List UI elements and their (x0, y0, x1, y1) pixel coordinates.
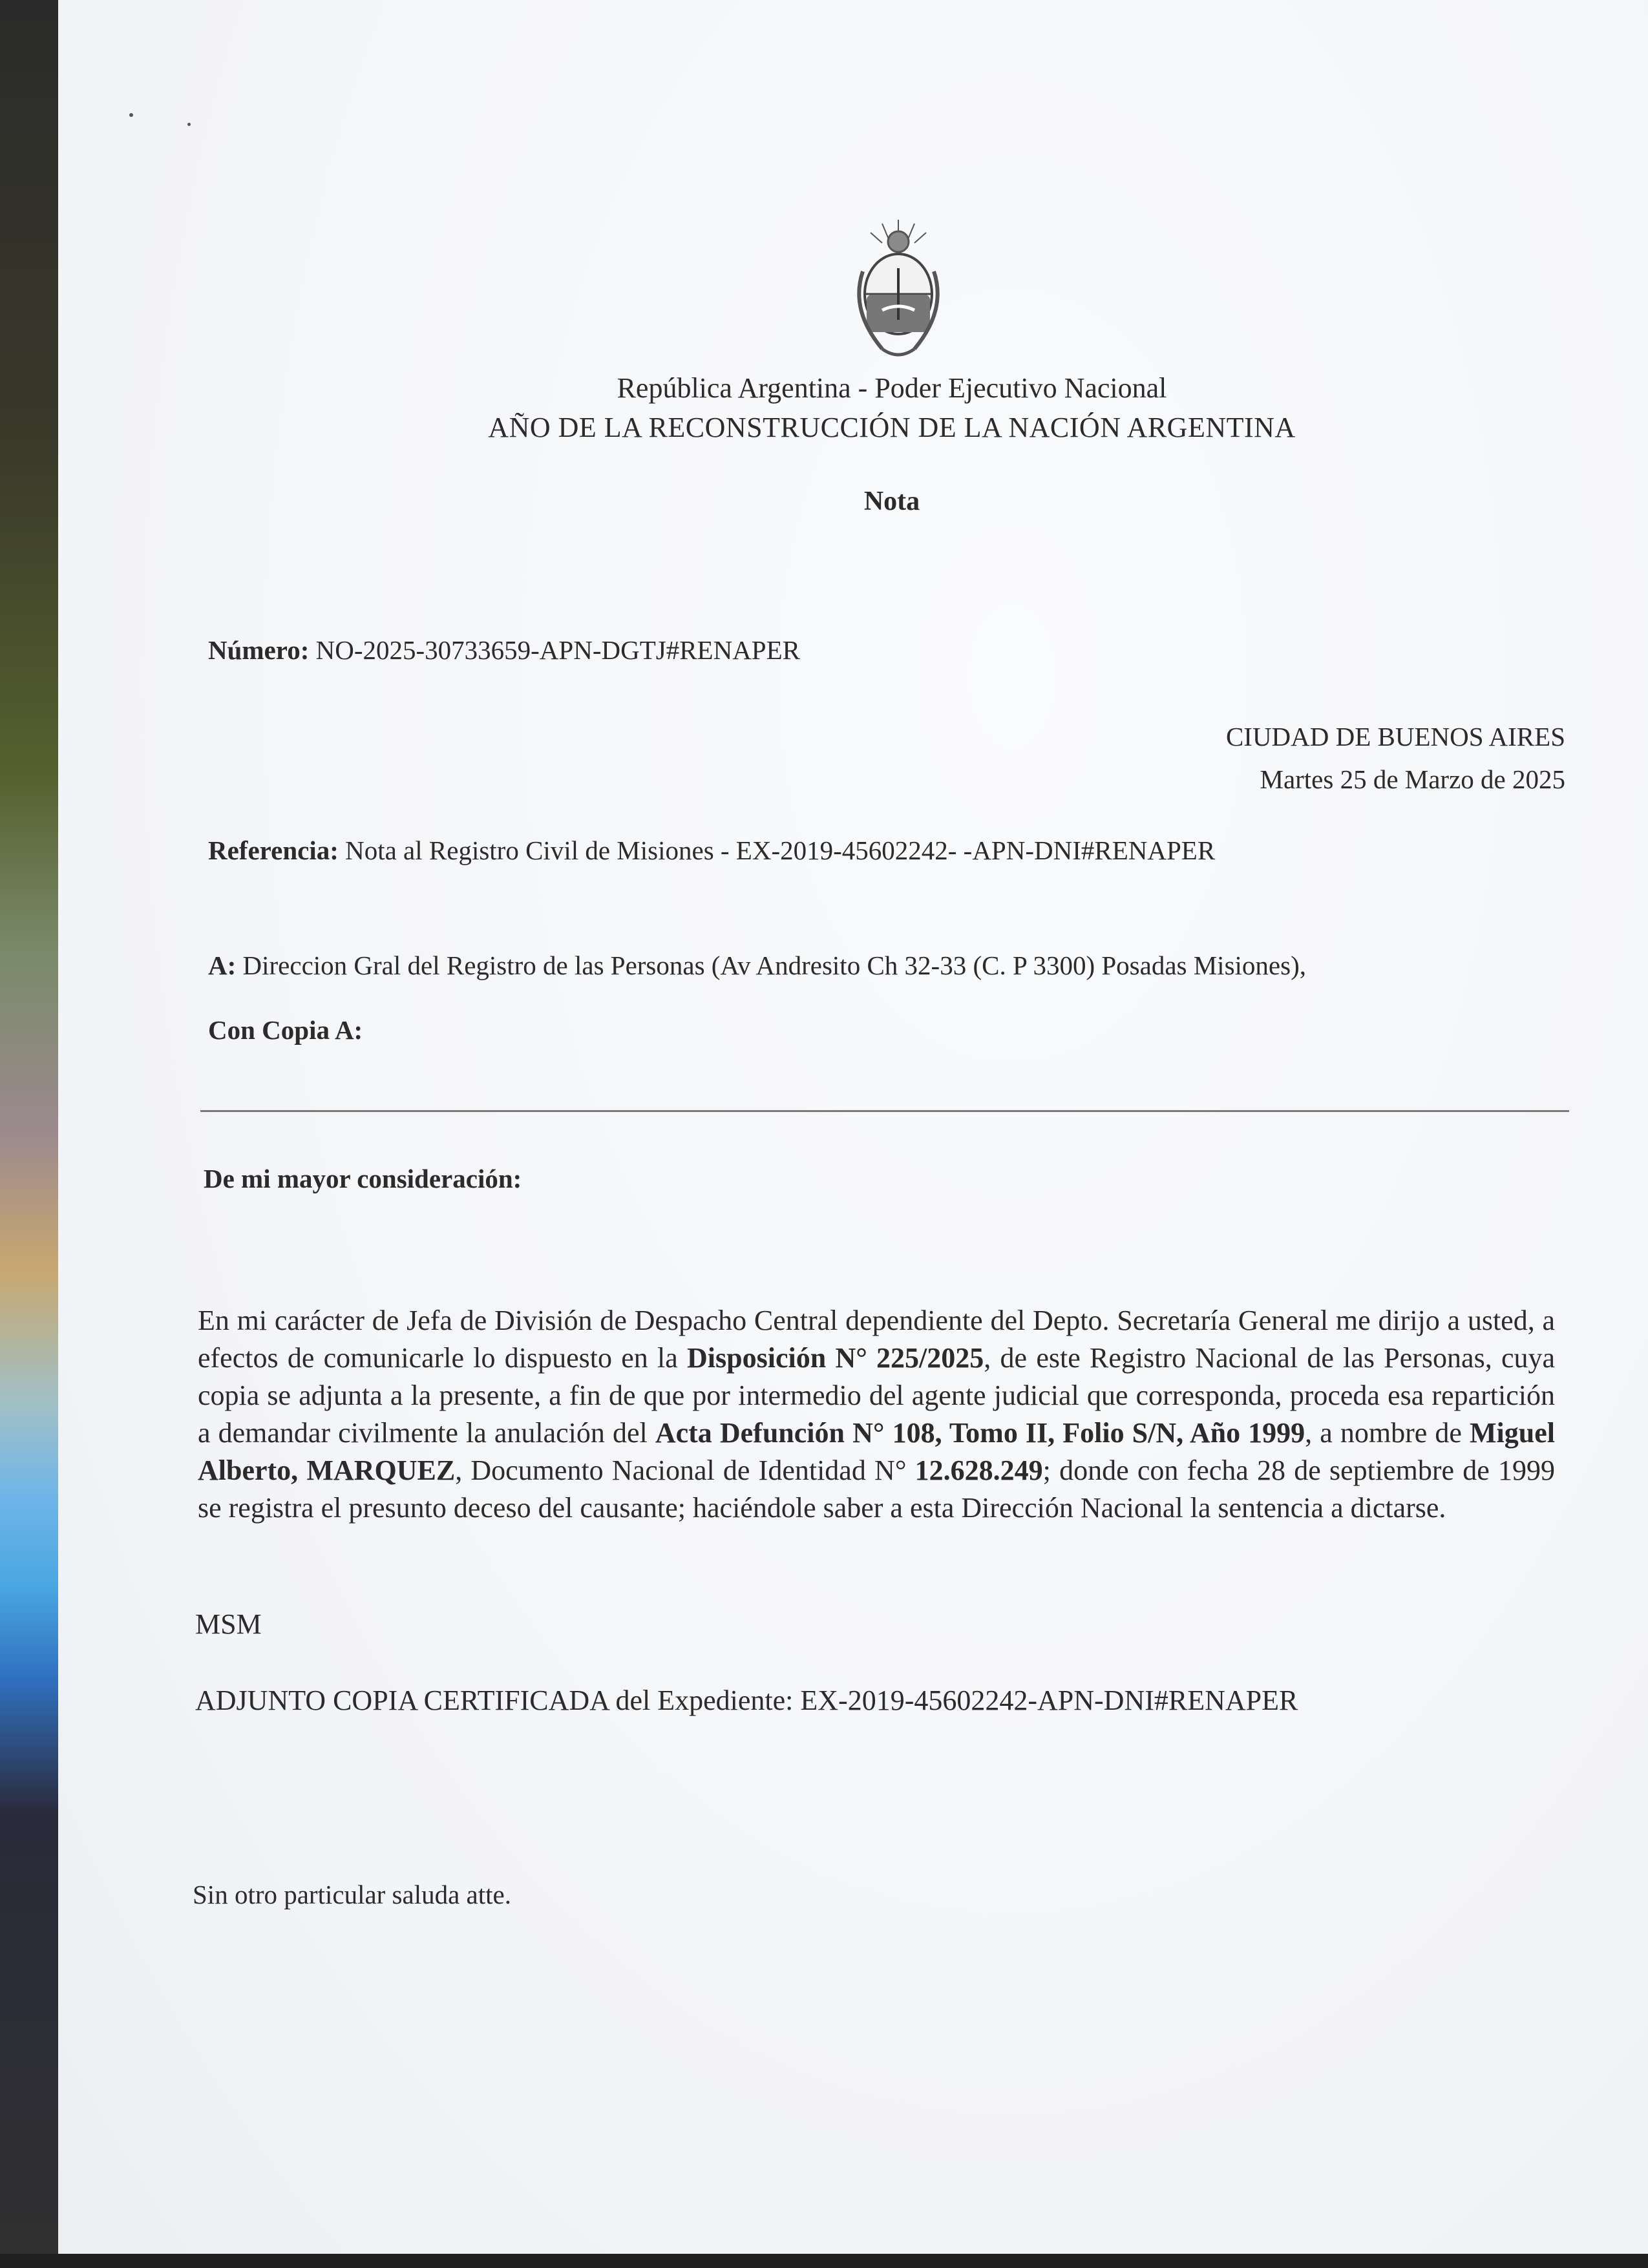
separator-line (200, 1110, 1569, 1112)
body-text: , Documento Nacional de Identidad N° (455, 1454, 915, 1486)
place-text: CIUDAD DE BUENOS AIRES (1225, 722, 1565, 751)
scan-bottom-edge (0, 2254, 1648, 2268)
argentina-coat-of-arms-icon (843, 213, 953, 365)
referencia-label: Referencia: (208, 835, 339, 865)
scan-speck (187, 123, 191, 126)
recipient-field (208, 950, 1306, 981)
body-text: En mi carácter de Jefa de División de Despacho Central dependiente del Depto. Secretaría General me dirijo a usted, a efectos de comunicarle lo dispuesto en la (198, 1305, 1555, 1374)
body-bold-text: Disposición N° 225/2025 (687, 1342, 984, 1374)
referencia-field (208, 835, 1215, 866)
header-line-1: República Argentina - Poder Ejecutivo Nacional (617, 372, 1167, 404)
document-type-title: Nota (863, 487, 920, 516)
numero-field (208, 635, 800, 666)
body-bold-text: Acta Defunción N° 108, Tomo II, Folio S/N, Año 1999 (655, 1417, 1305, 1449)
copy-field (208, 1014, 363, 1045)
closing-salutation: Sin otro particular saluda atte. (193, 1880, 511, 1909)
attachment-note: ADJUNTO COPIA CERTIFICADA del Expediente: EX-2019-45602242-APN-DNI#RENAPER (195, 1685, 1298, 1716)
scan-edge-artifact (0, 0, 61, 2268)
referencia-value: Nota al Registro Civil de Misiones - EX-2019-45602242- -APN-DNI#RENAPER (345, 835, 1216, 865)
date-text: Martes 25 de Marzo de 2025 (1260, 764, 1565, 794)
body-bold-text: 12.628.249 (914, 1454, 1043, 1486)
body-text: , a nombre de (1305, 1417, 1470, 1449)
recipient-value: Direccion Gral del Registro de las Personas (Av Andresito Ch 32-33 (C. P 3300) Posadas Misiones), (242, 950, 1306, 980)
initials-text: MSM (195, 1608, 262, 1640)
body-text: , de este Registro Nacional de las Personas, cuya copia se adjunta a la presente, a fin de que por intermedio del agente judicial que corresponda, proceda esa repartición a demandar civilmente la anulación del (198, 1342, 1556, 1449)
body-text: ; donde con fecha 28 de septiembre de 1999 se registra el presunto deceso del causante; haciéndole saber a esta Dirección Nacional la sentencia a dictarse. (198, 1454, 1556, 1524)
body-bold-text: Miguel Alberto, MARQUEZ (198, 1417, 1556, 1486)
recipient-label: A: (208, 950, 237, 980)
numero-value: NO-2025-30733659-APN-DGTJ#RENAPER (315, 635, 800, 665)
header-line-2: AÑO DE LA RECONSTRUCCIÓN DE LA NACIÓN ARGENTINA (488, 412, 1296, 443)
scan-speck (129, 113, 133, 117)
numero-label: Número: (208, 635, 310, 665)
body-paragraph (198, 1302, 1555, 1527)
copy-label: Con Copia A: (208, 1015, 363, 1045)
opening-salutation: De mi mayor consideración: (204, 1164, 522, 1193)
